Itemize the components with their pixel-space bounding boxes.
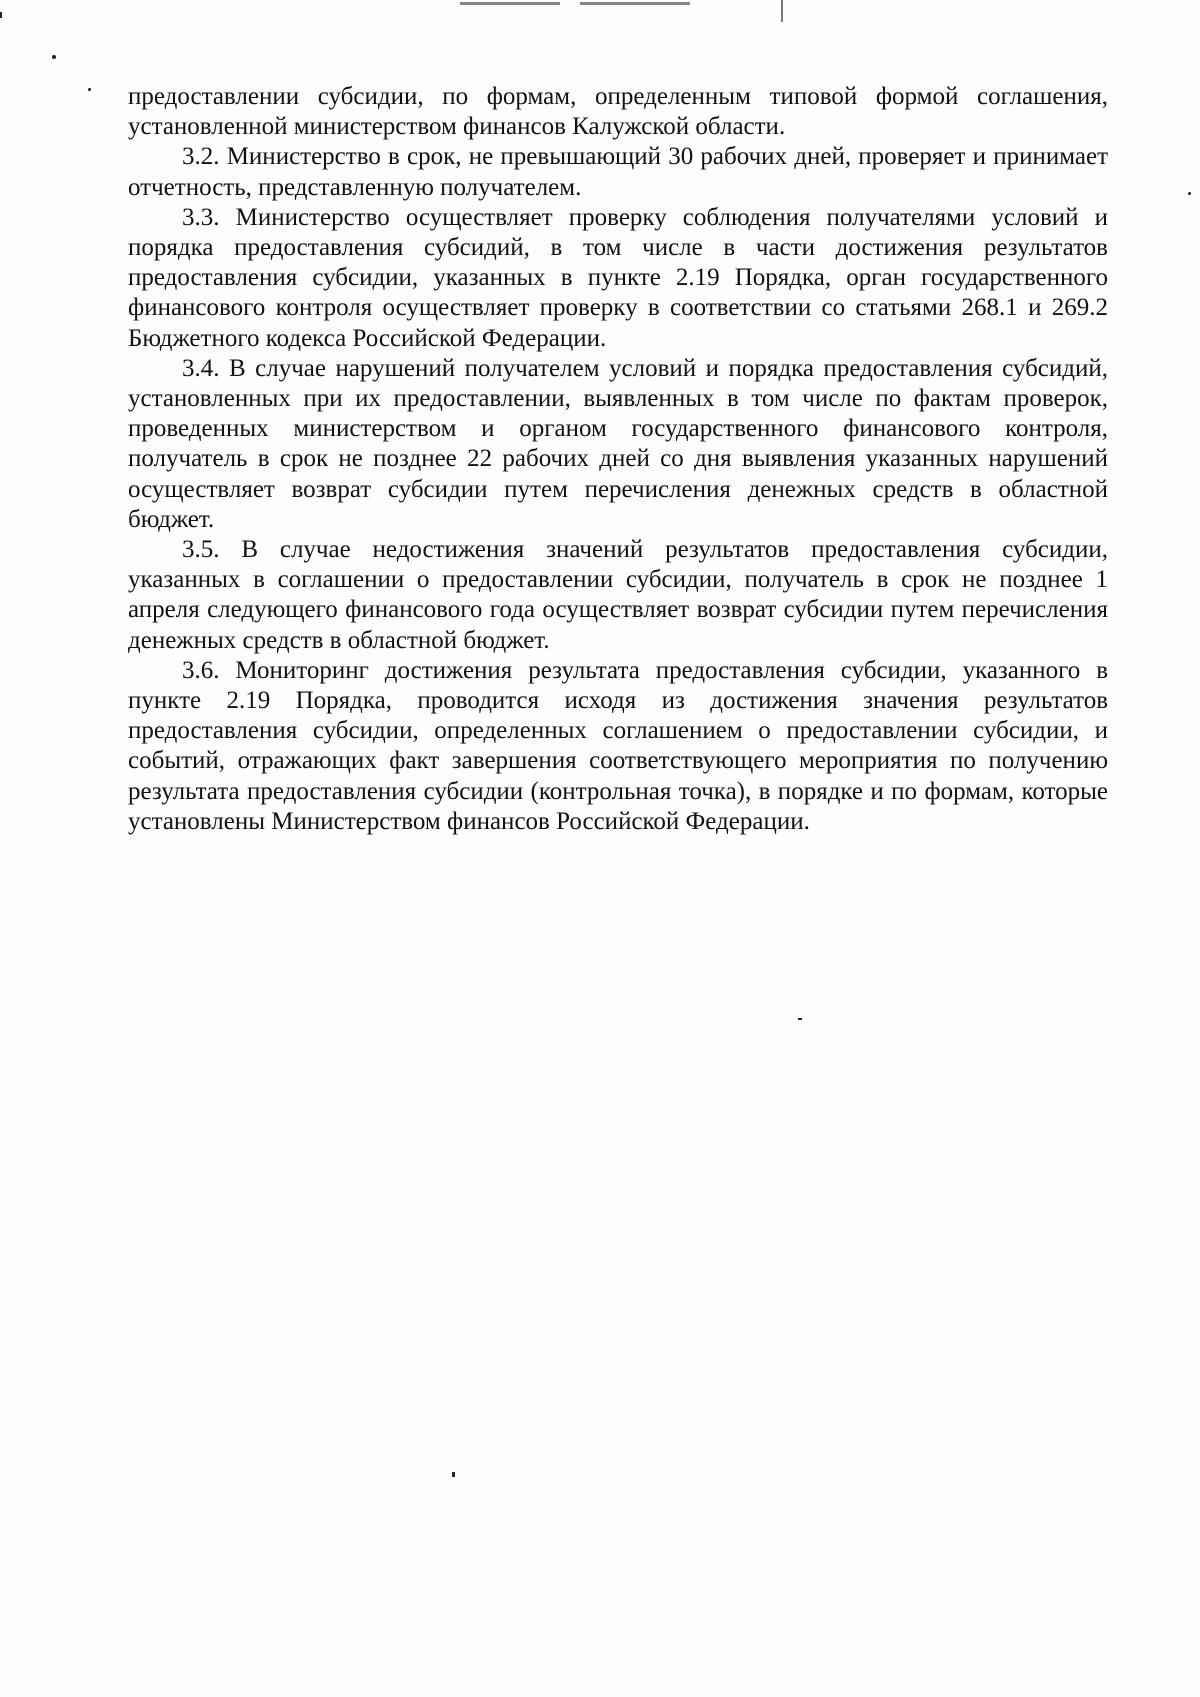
paragraph-3-5: 3.5. В случае недостижения значений результатов предоставления субсидии, указанных в соглашении о предоставлении субсидии, получатель в срок не позднее 1 апреля следующего финансового года осуществляет возврат субсидии путем перечисления денежных средств в областной бюджет. (128, 536, 1108, 654)
scan-artifact (452, 1472, 455, 1477)
paragraph-3-4: 3.4. В случае нарушений получателем условий и порядка предоставления субсидий, установленных при их предоставлении, выявленных в том числе по фактам проверок, проведенных министерством и органом государственного финансового контроля, получатель в срок не позднее 22 рабочих дней со дня выявления указанных нарушений осуществляет возврат субсидии путем перечисления денежных средств в областной бюджет. (128, 354, 1108, 533)
scan-artifact (798, 1018, 802, 1020)
paragraph-continuation: предоставлении субсидии, по формам, определенным типовой формой соглашения, установленной министерством финансов Калужской области. (128, 83, 1108, 141)
paragraph-3-2: 3.2. Министерство в срок, не превышающий 30 рабочих дней, проверяет и принимает отчетность, представленную получателем. (128, 143, 1108, 201)
scan-artifact (781, 0, 783, 22)
scan-artifact (88, 88, 91, 91)
document-body (128, 82, 1108, 837)
paragraph-3-6: 3.6. Мониторинг достижения результата предоставления субсидии, указанного в пункте 2.19 Порядка, проводится исходя из достижения значения результатов предоставления субсидии, определенных соглашением о предоставлении субсидии, и событий, отражающих факт завершения соответствующего мероприятия по получению результата предоставления субсидии (контрольная точка), в порядке и по формам, которые установлены Министерством финансов Российской Федерации. (128, 656, 1108, 835)
scan-artifact (52, 55, 56, 59)
scan-artifact (580, 2, 690, 5)
paragraph-3-3: 3.3. Министерство осуществляет проверку соблюдения получателями условий и порядка предоставления субсидий, в том числе в части достижения результатов предоставления субсидии, указанных в пункте 2.19 Порядка, орган государственного финансового контроля осуществляет проверку в соответствии со статьями 268.1 и 269.2 Бюджетного кодекса Российской Федерации. (128, 203, 1108, 352)
scan-artifact (1188, 192, 1191, 195)
scan-artifact (0, 12, 2, 18)
scan-artifact (460, 2, 560, 5)
